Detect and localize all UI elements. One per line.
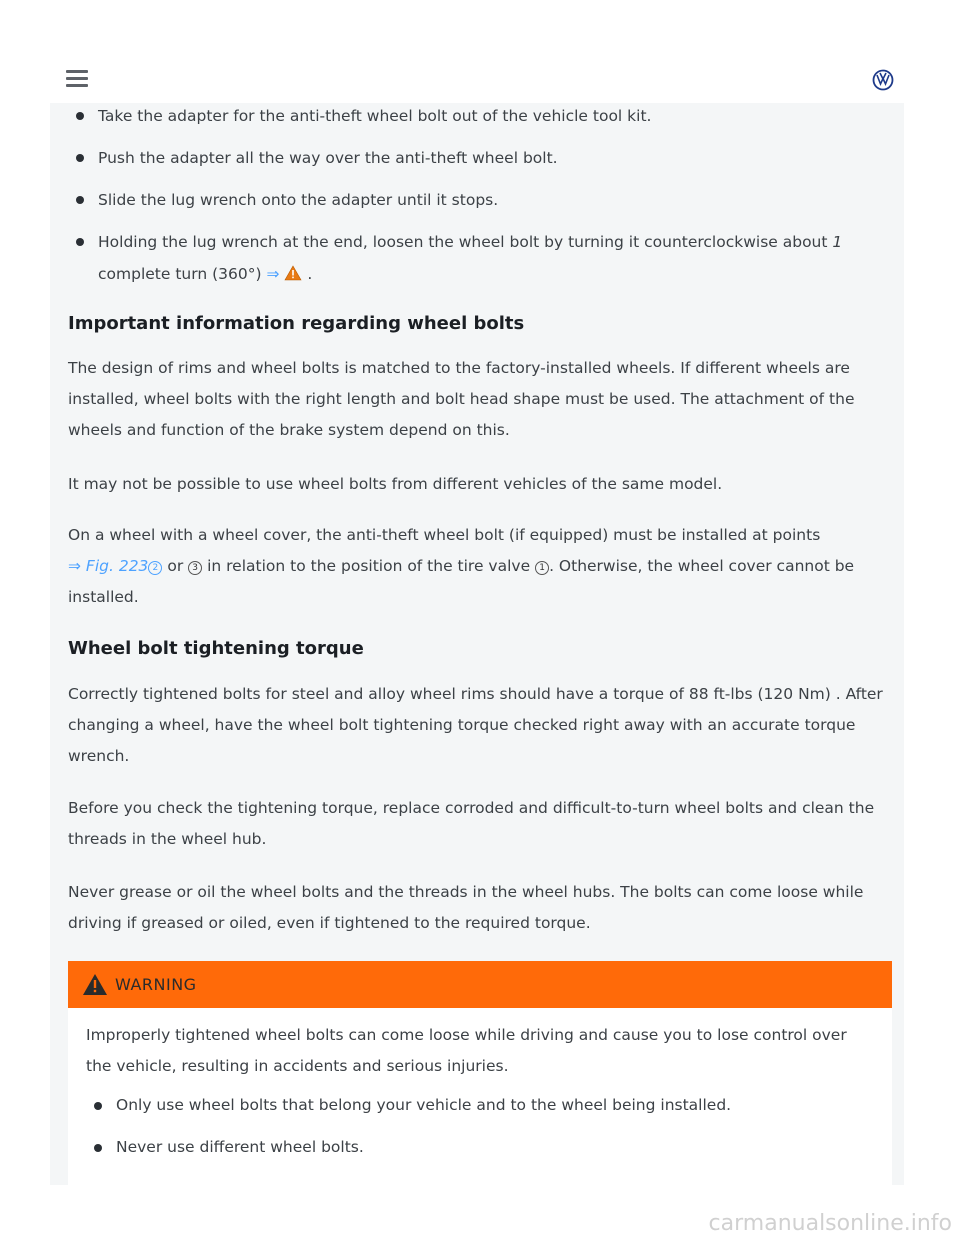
section-heading-wheel-bolts: Important information regarding wheel bolts [68,313,525,334]
figure-link[interactable]: ⇒ Fig. 223 [68,557,149,575]
step-item: Slide the lug wrench onto the adapter until it stops. [98,184,498,216]
manual-content [50,103,904,1185]
step-item: Push the adapter all the way over the anti-theft wheel bolt. [98,142,558,174]
warning-triangle-icon[interactable] [284,265,302,281]
sentence-end: . [307,265,313,283]
paragraph: On a wheel with a wheel cover, the anti-theft wheel bolt (if equipped) must be installed at points ⇒ Fig. 223 2 or 3 in relation to the position of the tire valve 1 . Otherwise, the wheel cover cannot be installed. [68,526,855,606]
paragraph: Correctly tightened bolts for steel and alloy wheel rims should have a torque of 88 ft-lbs (120 Nm) . After changing a wheel, have the wheel bolt tightening torque checked right away with an accurate torque wrench. [68,685,883,765]
warning-box [68,961,892,1185]
warning-text: Improperly tightened wheel bolts can come loose while driving and cause you to lose control over the vehicle, resulting in accidents and serious injuries. [86,1026,847,1075]
paragraph: It may not be possible to use wheel bolts from different vehicles of the same model. [68,475,723,493]
callout-1-icon: 1 [535,561,549,575]
warning-label: WARNING [115,975,197,994]
top-bar [50,55,904,104]
watermark: carmanualsonline.info [708,1211,952,1236]
warning-header [68,961,892,1008]
step-item [98,226,888,290]
paragraph: Before you check the tightening torque, replace corroded and difficult-to-turn wheel bolts and clean the threads in the wheel hub. [68,799,875,848]
step-item: Take the adapter for the anti-theft wheel bolt out of the vehicle tool kit. [98,100,651,132]
step-text: Holding the lug wrench at the end, loosen the wheel bolt by turning it counterclockwise about [98,233,828,251]
warning-bullet: Never use different wheel bolts. [116,1132,364,1163]
section-heading-torque: Wheel bolt tightening torque [68,638,364,659]
callout-3-icon: 3 [188,561,202,575]
warning-triangle-icon [82,973,108,996]
hamburger-menu-icon[interactable] [66,70,88,88]
callout-2-icon: 2 [148,561,162,575]
step-number: 1 [832,233,843,251]
paragraph: Never grease or oil the wheel bolts and the threads in the wheel hubs. The bolts can come loose while driving if greased or oiled, even if tightened to the required torque. [68,883,864,932]
warning-reference-link[interactable]: ⇒ [266,265,280,283]
vw-logo-icon[interactable] [872,69,894,91]
warning-bullet: Only use wheel bolts that belong your vehicle and to the wheel being installed. [116,1090,731,1121]
paragraph: The design of rims and wheel bolts is matched to the factory-installed wheels. If different wheels are installed, wheel bolts with the right length and bolt head shape must be used. The attachment of the wheels and function of the brake system depend on this. [68,359,855,439]
step-text-continued: complete turn (360°) [98,265,262,283]
